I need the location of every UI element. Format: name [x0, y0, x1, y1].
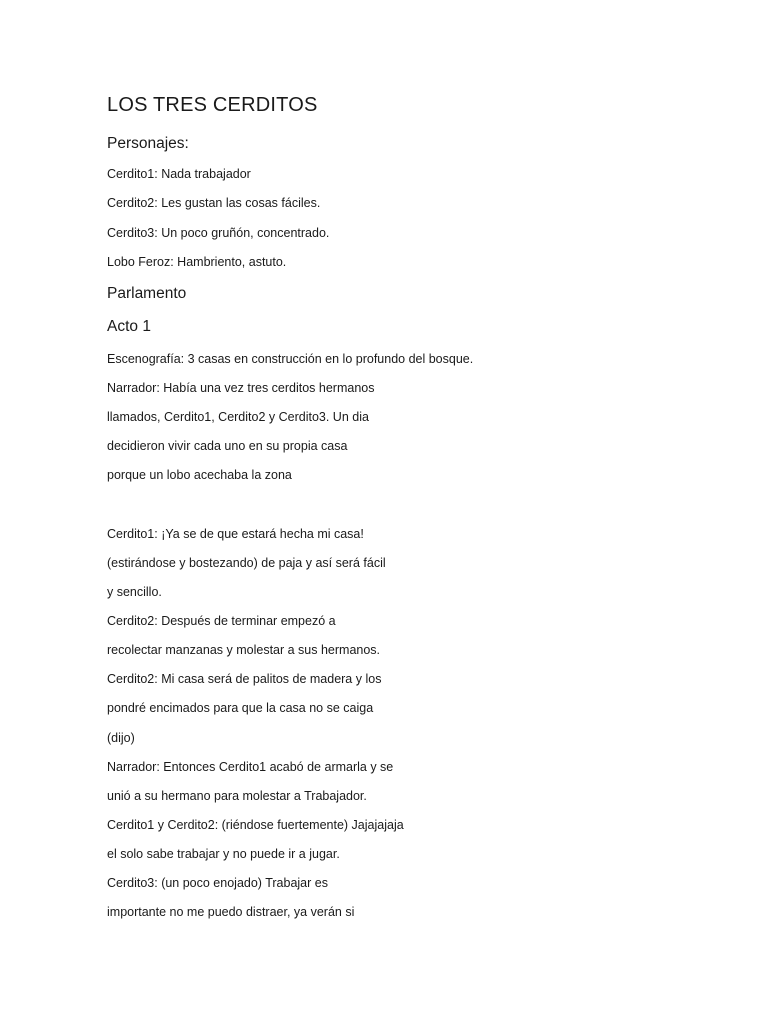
- dialogue-heading: Parlamento: [107, 285, 187, 302]
- script-line: recolectar manzanas y molestar a sus hermanos.: [107, 643, 381, 657]
- script-line: Narrador: Había una vez tres cerditos hermanos: [107, 381, 375, 395]
- script-line: (dijo): [107, 731, 135, 745]
- script-line: llamados, Cerdito1, Cerdito2 y Cerdito3. Un dia: [107, 410, 369, 424]
- character-line: Cerdito1: Nada trabajador: [107, 167, 251, 181]
- character-line: Cerdito2: Les gustan las cosas fáciles.: [107, 196, 321, 210]
- script-line: Cerdito2: Mi casa será de palitos de madera y los: [107, 672, 382, 686]
- script-line: (estirándose y bostezando) de paja y así será fácil: [107, 556, 386, 570]
- script-line: decidieron vivir cada uno en su propia casa: [107, 439, 348, 453]
- script-line: y sencillo.: [107, 585, 162, 599]
- script-line: Cerdito1 y Cerdito2: (riéndose fuertemente) Jajajajaja: [107, 818, 404, 832]
- script-line: importante no me puedo distraer, ya verán si: [107, 905, 355, 919]
- characters-heading: Personajes:: [107, 135, 189, 152]
- script-line: Cerdito3: (un poco enojado) Trabajar es: [107, 876, 328, 890]
- script-line: unió a su hermano para molestar a Trabajador.: [107, 789, 367, 803]
- script-line: porque un lobo acechaba la zona: [107, 468, 292, 482]
- script-line: pondré encimados para que la casa no se caiga: [107, 701, 374, 715]
- character-line: Cerdito3: Un poco gruñón, concentrado.: [107, 226, 330, 240]
- script-line: Escenografía: 3 casas en construcción en lo profundo del bosque.: [107, 352, 474, 366]
- script-line: el solo sabe trabajar y no puede ir a jugar.: [107, 847, 340, 861]
- script-line: Cerdito1: ¡Ya se de que estará hecha mi casa!: [107, 527, 364, 541]
- act-heading: Acto 1: [107, 318, 151, 335]
- script-line: Cerdito2: Después de terminar empezó a: [107, 614, 336, 628]
- character-line: Lobo Feroz: Hambriento, astuto.: [107, 255, 287, 269]
- document-title: LOS TRES CERDITOS: [107, 94, 318, 116]
- script-line: Narrador: Entonces Cerdito1 acabó de armarla y se: [107, 760, 394, 774]
